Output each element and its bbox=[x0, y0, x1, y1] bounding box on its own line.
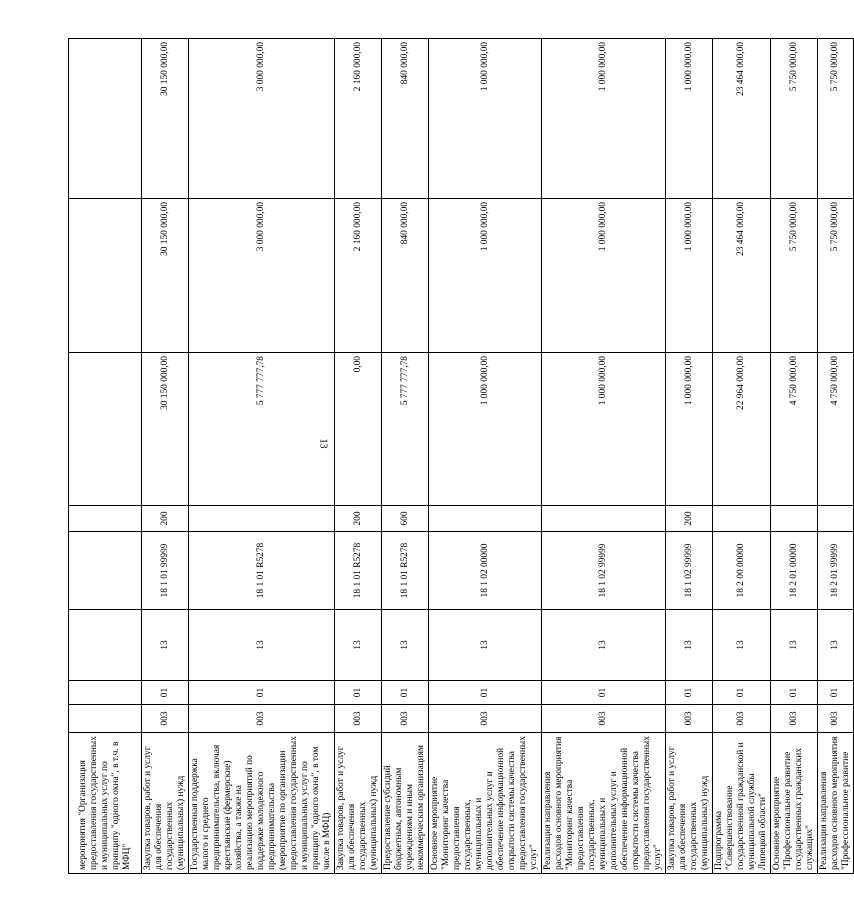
row-name: Подпрограмма "Совершенствование государственной гражданской и муниципальной службы Липецкой области" bbox=[713, 733, 771, 874]
amount-year-1: 22 964 000,00 bbox=[713, 353, 771, 506]
row-name: Закупка товаров, работ и услуг для обеспечения государственных (муниципальных) нужд bbox=[666, 733, 713, 874]
rotated-page-content bbox=[68, 39, 851, 874]
row-name: мероприятия "Организация предоставления государственных и муниципальных услуг по принципу "одного окна", в т.ч. в МФЦ" bbox=[69, 733, 142, 874]
expense-type-code bbox=[429, 506, 542, 532]
amount-year-3: 2 160 000,00 bbox=[335, 39, 382, 199]
table-row bbox=[382, 39, 429, 874]
amount-year-1: 0,00 bbox=[335, 353, 382, 506]
table-row bbox=[142, 39, 189, 874]
amount-year-3: 5 750 000,00 bbox=[818, 39, 854, 199]
amount-year-3: 5 750 000,00 bbox=[771, 39, 818, 199]
amount-year-3: 840 000,00 bbox=[382, 39, 429, 199]
amount-year-2: 3 000 000,00 bbox=[189, 199, 335, 353]
expense-type-code: 200 bbox=[142, 506, 189, 532]
podrazdel-code bbox=[69, 610, 142, 681]
glava-code: 003 bbox=[771, 705, 818, 733]
amount-year-1: 1 000 000,00 bbox=[429, 353, 542, 506]
glava-code: 003 bbox=[429, 705, 542, 733]
razdel-code bbox=[69, 681, 142, 705]
target-article-code: 18 1 02 99999 bbox=[542, 532, 666, 610]
target-article-code: 18 1 02 00000 bbox=[429, 532, 542, 610]
row-name: Основное мероприятие "Мониторинг качества предоставления государственных, муниципальных и дополнительных услуг и обеспечение информационной открытости системы качества предоставления государственных услуг" bbox=[429, 733, 542, 874]
amount-year-3: 1 000 000,00 bbox=[429, 39, 542, 199]
podrazdel-code: 13 bbox=[429, 610, 542, 681]
expense-type-code: 200 bbox=[666, 506, 713, 532]
razdel-code: 01 bbox=[382, 681, 429, 705]
razdel-code: 01 bbox=[818, 681, 854, 705]
podrazdel-code: 13 bbox=[189, 610, 335, 681]
amount-year-2: 840 000,00 bbox=[382, 199, 429, 353]
row-name: Реализация направления расходов основного мероприятия "Профессиональное развитие bbox=[818, 733, 854, 874]
razdel-code: 01 bbox=[542, 681, 666, 705]
podrazdel-code: 13 bbox=[713, 610, 771, 681]
amount-year-1: 1 000 000,00 bbox=[666, 353, 713, 506]
glava-code: 003 bbox=[382, 705, 429, 733]
target-article-code: 18 1 01 99999 bbox=[142, 532, 189, 610]
glava-code: 003 bbox=[713, 705, 771, 733]
table-row bbox=[429, 39, 542, 874]
row-name: Закупка товаров, работ и услуг для обеспечения государственных (муниципальных) нужд bbox=[335, 733, 382, 874]
table-row bbox=[666, 39, 713, 874]
amount-year-2: 1 000 000,00 bbox=[429, 199, 542, 353]
glava-code: 003 bbox=[542, 705, 666, 733]
target-article-code: 18 2 01 00000 bbox=[771, 532, 818, 610]
glava-code: 003 bbox=[142, 705, 189, 733]
row-name: Реализация направления расходов основного мероприятия "Мониторинг качества предоставления государственных, муниципальных и дополнительных услуг и обеспечение информационной открытости системы качества предоставления государственных услуг" bbox=[542, 733, 666, 874]
target-article-code: 18 1 01 R5278 bbox=[335, 532, 382, 610]
target-article-code bbox=[69, 532, 142, 610]
razdel-code: 01 bbox=[429, 681, 542, 705]
razdel-code: 01 bbox=[142, 681, 189, 705]
amount-year-3: 23 464 000,00 bbox=[713, 39, 771, 199]
razdel-code: 01 bbox=[666, 681, 713, 705]
table-row bbox=[771, 39, 818, 874]
podrazdel-code: 13 bbox=[382, 610, 429, 681]
row-name: Закупка товаров, работ и услуг для обеспечения государственных (муниципальных) нужд bbox=[142, 733, 189, 874]
razdel-code: 01 bbox=[771, 681, 818, 705]
glava-code: 003 bbox=[818, 705, 854, 733]
budget-table bbox=[68, 38, 854, 874]
expense-type-code bbox=[713, 506, 771, 532]
table-row bbox=[713, 39, 771, 874]
glava-code: 003 bbox=[335, 705, 382, 733]
table-row bbox=[69, 39, 142, 874]
expense-type-code: 200 bbox=[335, 506, 382, 532]
expense-type-code: 600 bbox=[382, 506, 429, 532]
expense-type-code bbox=[771, 506, 818, 532]
table-row bbox=[542, 39, 666, 874]
target-article-code: 18 1 01 R5278 bbox=[382, 532, 429, 610]
podrazdel-code: 13 bbox=[666, 610, 713, 681]
amount-year-2: 30 150 000,00 bbox=[142, 199, 189, 353]
table-row bbox=[189, 39, 335, 874]
amount-year-2: 1 000 000,00 bbox=[542, 199, 666, 353]
amount-year-2: 5 750 000,00 bbox=[818, 199, 854, 353]
podrazdel-code: 13 bbox=[771, 610, 818, 681]
expense-type-code bbox=[189, 506, 335, 532]
table-row bbox=[335, 39, 382, 874]
amount-year-2 bbox=[69, 199, 142, 353]
podrazdel-code: 13 bbox=[335, 610, 382, 681]
podrazdel-code: 13 bbox=[818, 610, 854, 681]
target-article-code: 18 2 01 99999 bbox=[818, 532, 854, 610]
glava-code: 003 bbox=[666, 705, 713, 733]
expense-type-code bbox=[69, 506, 142, 532]
amount-year-3: 3 000 000,00 bbox=[189, 39, 335, 199]
podrazdel-code: 13 bbox=[142, 610, 189, 681]
amount-year-1 bbox=[69, 353, 142, 506]
expense-type-code bbox=[818, 506, 854, 532]
glava-code: 003 bbox=[189, 705, 335, 733]
amount-year-1: 5 777 777,78 bbox=[189, 353, 335, 506]
row-name: Предоставление субсидий бюджетным, автономным учреждениям и иным некоммерческим организациям bbox=[382, 733, 429, 874]
row-name: Государственная поддержка малого и среднего предпринимательства, включая крестьянские (фермерские) хозяйства, а также на реализацию мероприятий по поддержке молодежного предпринимательства (мероприятие по организации предоставления государственных и муниципальных услуг по принципу "одного окна", в том числе в МФЦ) bbox=[189, 733, 335, 874]
amount-year-2: 5 750 000,00 bbox=[771, 199, 818, 353]
page-number: 13 bbox=[317, 438, 329, 449]
amount-year-1: 30 150 000,00 bbox=[142, 353, 189, 506]
amount-year-1: 4 750 000,00 bbox=[771, 353, 818, 506]
amount-year-2: 1 000 000,00 bbox=[666, 199, 713, 353]
amount-year-2: 23 464 000,00 bbox=[713, 199, 771, 353]
table-row bbox=[818, 39, 854, 874]
amount-year-3: 1 000 000,00 bbox=[542, 39, 666, 199]
amount-year-1: 4 750 000,00 bbox=[818, 353, 854, 506]
podrazdel-code: 13 bbox=[542, 610, 666, 681]
amount-year-3: 30 150 000,00 bbox=[142, 39, 189, 199]
amount-year-1: 5 777 777,78 bbox=[382, 353, 429, 506]
expense-type-code bbox=[542, 506, 666, 532]
target-article-code: 18 1 01 R5278 bbox=[189, 532, 335, 610]
razdel-code: 01 bbox=[335, 681, 382, 705]
amount-year-2: 2 160 000,00 bbox=[335, 199, 382, 353]
target-article-code: 18 1 02 99999 bbox=[666, 532, 713, 610]
amount-year-3: 1 000 000,00 bbox=[666, 39, 713, 199]
row-name: Основное мероприятие "Профессиональное развитие государственных гражданских служащих" bbox=[771, 733, 818, 874]
razdel-code: 01 bbox=[189, 681, 335, 705]
glava-code bbox=[69, 705, 142, 733]
razdel-code: 01 bbox=[713, 681, 771, 705]
amount-year-3 bbox=[69, 39, 142, 199]
amount-year-1: 1 000 000,00 bbox=[542, 353, 666, 506]
target-article-code: 18 2 00 00000 bbox=[713, 532, 771, 610]
